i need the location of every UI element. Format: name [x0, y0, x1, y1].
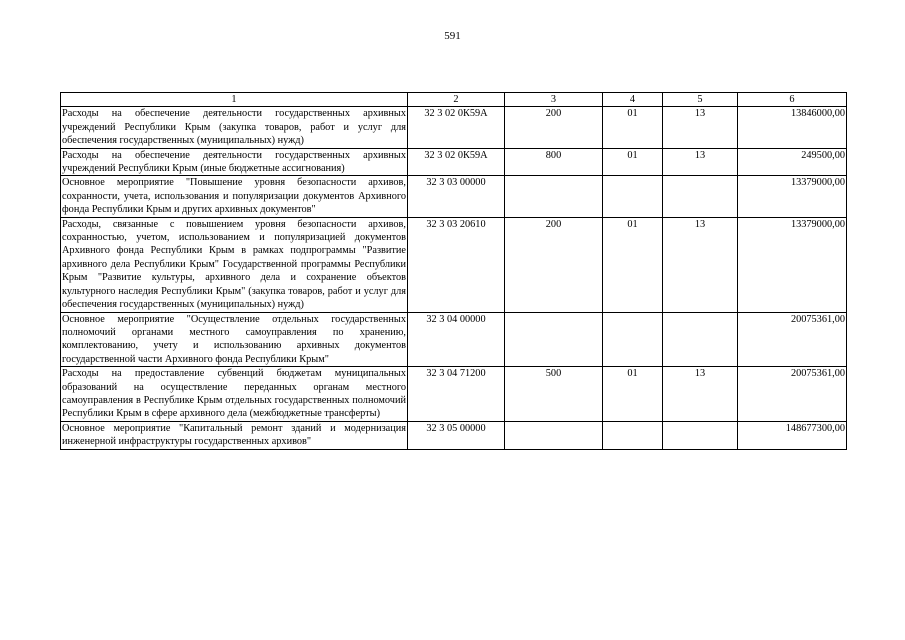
budget-table — [60, 92, 847, 450]
amount: 13379000,00 — [738, 217, 847, 312]
table-row — [61, 421, 847, 449]
expense-type: 200 — [505, 107, 603, 148]
section: 01 — [603, 107, 663, 148]
target-code: 32 3 02 0К59А — [408, 148, 505, 176]
subsection: 13 — [663, 217, 738, 312]
target-code: 32 3 04 71200 — [408, 367, 505, 422]
amount: 249500,00 — [738, 148, 847, 176]
header-row — [61, 93, 847, 107]
expense-type — [505, 312, 603, 367]
section — [603, 176, 663, 217]
subsection — [663, 176, 738, 217]
expense-type: 800 — [505, 148, 603, 176]
section: 01 — [603, 367, 663, 422]
column-header-4: 4 — [603, 93, 663, 107]
target-code: 32 3 02 0К59А — [408, 107, 505, 148]
table-row — [61, 312, 847, 367]
expense-name: Расходы, связанные с повышением уровня безопасности архивов, сохранностью, учетом, использованием и популяризацией документов Архивного фонда Республики Крым в рамках подпрограммы "Развитие архивного дела Республики Крым" Государственной программы Республики Крым "Развитие культуры, архивного дела и сохранение объектов культурного наследия Республики Крым" (закупка товаров, работ и услуг для обеспечения государственных (муниципальных) нужд) — [62, 218, 406, 311]
section — [603, 312, 663, 367]
column-header-3: 3 — [505, 93, 603, 107]
table-row — [61, 367, 847, 422]
section — [603, 421, 663, 449]
column-header-5: 5 — [663, 93, 738, 107]
section: 01 — [603, 217, 663, 312]
target-code: 32 3 05 00000 — [408, 421, 505, 449]
subsection: 13 — [663, 148, 738, 176]
target-code: 32 3 03 20610 — [408, 217, 505, 312]
expense-name: Основное мероприятие "Осуществление отдельных государственных полномочий органами местного самоуправления по хранению, комплектованию, учету и использованию архивных документов государственной части Архивного фонда Республики Крым" — [62, 313, 406, 365]
section: 01 — [603, 148, 663, 176]
table-row — [61, 148, 847, 176]
expense-type: 500 — [505, 367, 603, 422]
expense-name: Расходы на предоставление субвенций бюджетам муниципальных образований на осуществление переданных органам местного самоуправления в Республике Крым отдельных государственных полномочий Республики Крым в сфере архивного дела (межбюджетные трансферты) — [62, 368, 406, 420]
column-header-1: 1 — [61, 93, 408, 107]
amount: 13379000,00 — [738, 176, 847, 217]
subsection — [663, 312, 738, 367]
table-row — [61, 107, 847, 148]
expense-name: Основное мероприятие "Капитальный ремонт зданий и модернизация инженерной инфраструктуры государственных архивов" — [62, 422, 406, 448]
expense-type: 200 — [505, 217, 603, 312]
subsection — [663, 421, 738, 449]
expense-name: Расходы на обеспечение деятельности государственных архивных учреждений Республики Крым (закупка товаров, работ и услуг для обеспечения государственных (муниципальных) нужд) — [62, 108, 406, 147]
target-code: 32 3 04 00000 — [408, 312, 505, 367]
expense-name: Расходы на обеспечение деятельности государственных архивных учреждений Республики Крым (иные бюджетные ассигнования) — [62, 149, 406, 175]
column-header-6: 6 — [738, 93, 847, 107]
subsection: 13 — [663, 107, 738, 148]
expense-type — [505, 176, 603, 217]
page-number: 591 — [444, 30, 461, 42]
expense-name: Основное мероприятие "Повышение уровня безопасности архивов, сохранности, учета, использования и популяризации документов Архивного фонда Республики Крым и других архивных документов" — [62, 177, 406, 216]
subsection: 13 — [663, 367, 738, 422]
target-code: 32 3 03 00000 — [408, 176, 505, 217]
expense-type — [505, 421, 603, 449]
amount: 20075361,00 — [738, 312, 847, 367]
table-row — [61, 176, 847, 217]
column-header-2: 2 — [408, 93, 505, 107]
amount: 148677300,00 — [738, 421, 847, 449]
amount: 13846000,00 — [738, 107, 847, 148]
amount: 20075361,00 — [738, 367, 847, 422]
table-row — [61, 217, 847, 312]
